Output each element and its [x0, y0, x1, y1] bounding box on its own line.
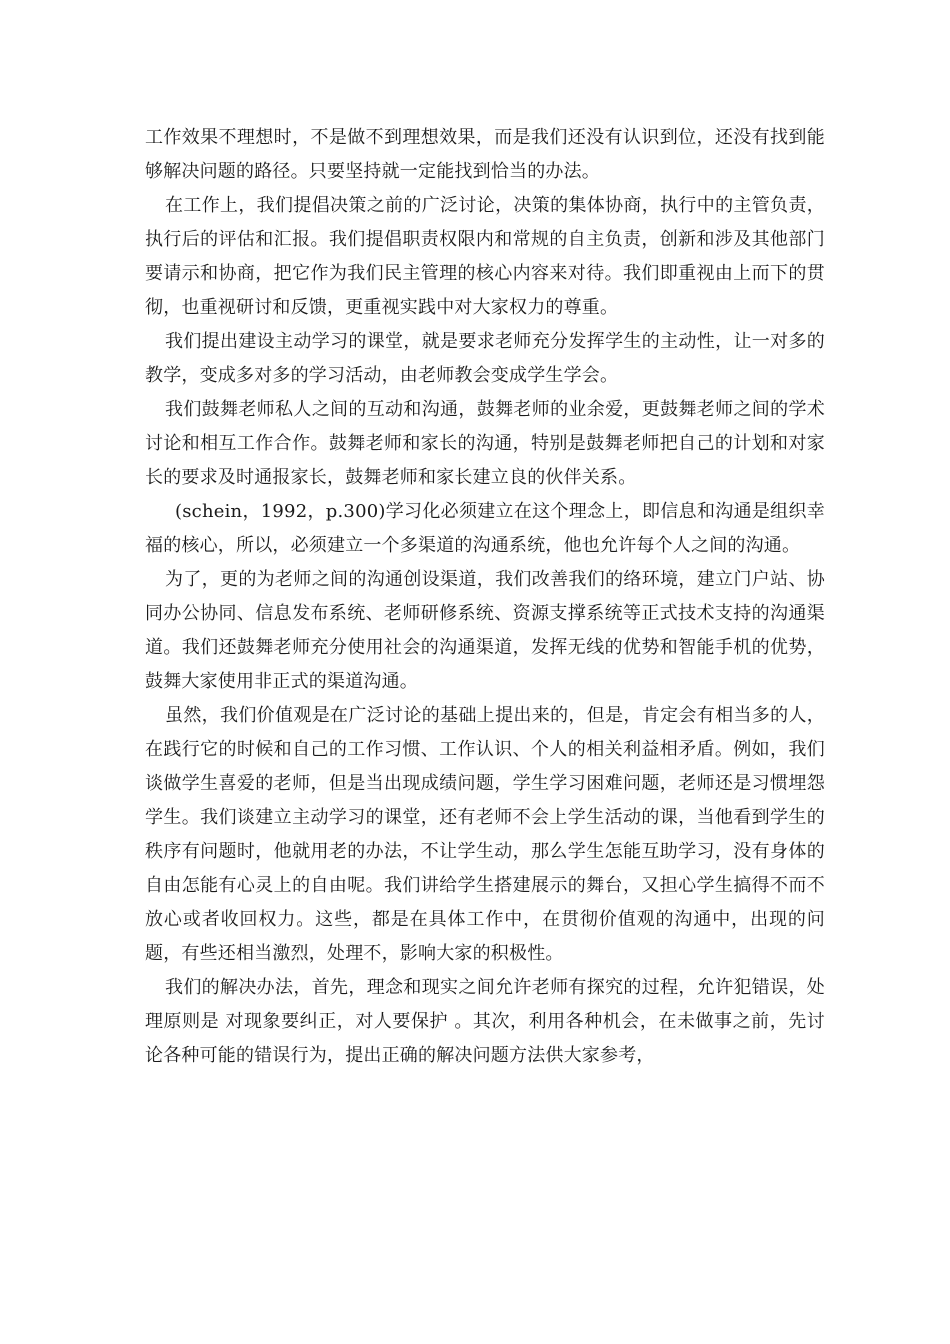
paragraph-6: 为了，更的为老师之间的沟通创设渠道，我们改善我们的络环境，建立门户站、协同办公协同、信息发布系统、老师研修系统、资源支撑系统等正式技术支持的沟通渠道。我们还鼓舞老师充分使用社会的沟通渠道，发挥无线的优势和智能手机的优势，鼓舞大家使用非正式的渠道沟通。	[145, 569, 825, 692]
document-body	[145, 121, 825, 1073]
paragraph-1: 工作效果不理想时，不是做不到理想效果，而是我们还没有认识到位，还没有找到能够解决问题的路径。只要坚持就一定能找到恰当的办法。	[145, 127, 825, 182]
paragraph-4: 我们鼓舞老师私人之间的互动和沟通，鼓舞老师的业余爱，更鼓舞老师之间的学术讨论和相互工作合作。鼓舞老师和家长的沟通，特别是鼓舞老师把自己的计划和对家长的要求及时通报家长，鼓舞老师和家长建立良的伙伴关系。	[145, 399, 825, 488]
paragraph-8: 我们的解决办法，首先，理念和现实之间允许老师有探究的过程，允许犯错误，处理原则是 对现象要纠正，对人要保护 。其次，利用各种机会，在未做事之前，先讨论各种可能的错误行为，提出正确的解决问题方法供大家参考，	[145, 977, 825, 1066]
paragraph-3: 我们提出建设主动学习的课堂，就是要求老师充分发挥学生的主动性，让一对多的教学，变成多对多的学习活动，由老师教会变成学生学会。	[145, 331, 825, 386]
paragraph-2: 在工作上，我们提倡决策之前的广泛讨论，决策的集体协商，执行中的主管负责，执行后的评估和汇报。我们提倡职责权限内和常规的自主负责，创新和涉及其他部门要请示和协商，把它作为我们民主管理的核心内容来对待。我们即重视由上而下的贯彻，也重视研讨和反馈，更重视实践中对大家权力的尊重。	[145, 195, 825, 318]
paragraph-5: (schein，1992，p.300)学习化必须建立在这个理念上，即信息和沟通是组织幸福的核心，所以，必须建立一个多渠道的沟通系统，他也允许每个人之间的沟通。	[145, 501, 825, 556]
paragraph-7: 虽然，我们价值观是在广泛讨论的基础上提出来的，但是，肯定会有相当多的人，在践行它的时候和自己的工作习惯、工作认识、个人的相关利益相矛盾。例如，我们谈做学生喜爱的老师，但是当出现成绩问题，学生学习困难问题，老师还是习惯埋怨学生。我们谈建立主动学习的课堂，还有老师不会上学生活动的课，当他看到学生的秩序有问题时，他就用老的办法，不让学生动，那么学生怎能互助学习，没有身体的自由怎能有心灵上的自由呢。我们讲给学生搭建展示的舞台，又担心学生搞得不而不放心或者收回权力。这些，都是在具体工作中，在贯彻价值观的沟通中，出现的问题，有些还相当激烈，处理不，影响大家的积极性。	[145, 705, 825, 964]
